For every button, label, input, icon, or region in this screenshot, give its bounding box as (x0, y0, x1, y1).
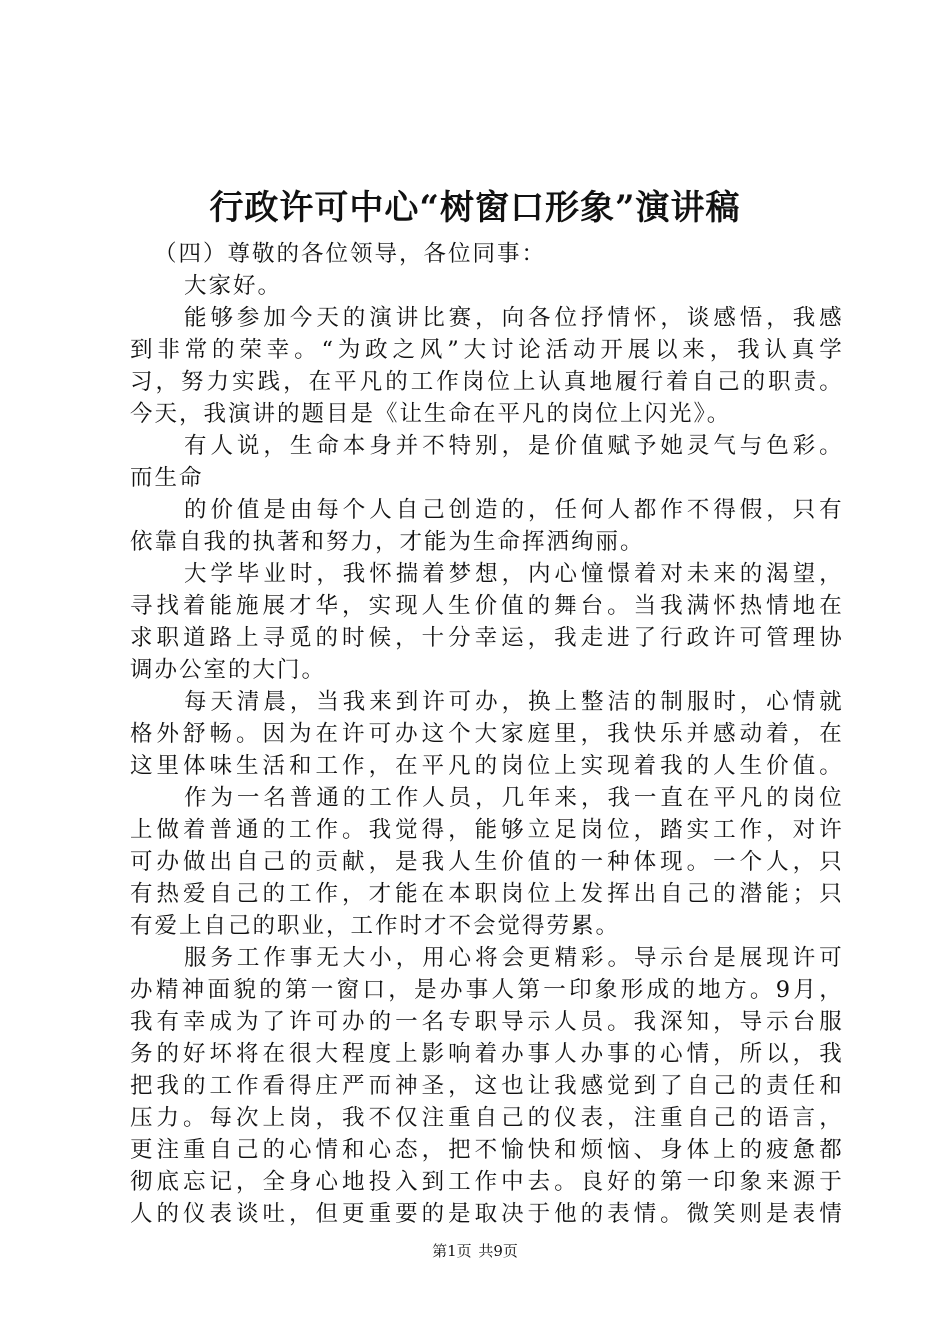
text-line: 把我的工作看得庄严而神圣，这也让我感觉到了自己的责任和 (130, 1073, 842, 1099)
text-line: 寻找着能施展才华，实现人生价值的舞台。当我满怀热情地在 (130, 593, 842, 619)
text-line: 有人说，生命本身并不特别，是价值赋予她灵气与色彩。 (184, 433, 842, 459)
text-line: 有热爱自己的工作，才能在本职岗位上发挥出自己的潜能；只 (130, 881, 842, 907)
text-line: 的价值是由每个人自己创造的，任何人都作不得假，只有 (184, 497, 842, 523)
text-line: 务的好坏将在很大程度上影响着办事人办事的心情，所以，我 (130, 1041, 842, 1067)
text-line: 作为一名普通的工作人员，几年来，我一直在平凡的岗位 (184, 785, 842, 811)
text-line: 办精神面貌的第一窗口，是办事人第一印象形成的地方。9月， (130, 977, 842, 1003)
text-line: 大家好。 (184, 273, 283, 299)
text-line: 到非常的荣幸。“为政之风”大讨论活动开展以来，我认真学 (130, 337, 842, 363)
text-line: 更注重自己的心情和心态，把不愉快和烦恼、身体上的疲惫都 (130, 1137, 842, 1163)
text-line: 大学毕业时，我怀揣着梦想，内心憧憬着对未来的渴望， (184, 561, 842, 587)
document-title: 行政许可中心“树窗口形象”演讲稿 (209, 188, 741, 228)
text-line: 人的仪表谈吐，但更重要的是取决于他的表情。微笑则是表情 (130, 1201, 842, 1227)
text-line: 依靠自我的执著和努力，才能为生命挥洒绚丽。 (130, 529, 645, 555)
text-line: 调办公室的大门。 (130, 657, 327, 683)
text-line: 服务工作事无大小，用心将会更精彩。导示台是展现许可 (184, 945, 842, 971)
text-line: 我有幸成为了许可办的一名专职导示人员。我深知，导示台服 (130, 1009, 842, 1035)
text-line: 格外舒畅。因为在许可办这个大家庭里，我快乐并感动着，在 (130, 721, 842, 747)
document-body (130, 238, 842, 1230)
text-line: 可办做出自己的贡献，是我人生价值的一种体现。一个人，只 (130, 849, 842, 875)
text-line: 求职道路上寻觅的时候，十分幸运，我走进了行政许可管理协 (130, 625, 842, 651)
page-total: 共9页 (478, 1242, 518, 1260)
page-footer (0, 1240, 950, 1262)
text-line: 习，努力实践，在平凡的工作岗位上认真地履行着自己的职责。 (130, 369, 842, 395)
page-number: 第1页 (432, 1242, 472, 1260)
text-line: 有爱上自己的职业，工作时才不会觉得劳累。 (130, 913, 621, 939)
text-line: 彻底忘记，全身心地投入到工作中去。良好的第一印象来源于 (130, 1169, 842, 1195)
text-line: 每天清晨，当我来到许可办，换上整洁的制服时，心情就 (184, 689, 842, 715)
text-line: 而生命 (130, 465, 204, 491)
text-line: 今天，我演讲的题目是《让生命在平凡的岗位上闪光》。 (130, 401, 732, 427)
text-line: 这里体味生活和工作，在平凡的岗位上实现着我的人生价值。 (130, 753, 842, 779)
text-line: 上做着普通的工作。我觉得，能够立足岗位，踏实工作，对许 (130, 817, 842, 843)
text-line: 压力。每次上岗，我不仅注重自己的仪表，注重自己的语言， (130, 1105, 842, 1131)
text-line: 能够参加今天的演讲比赛，向各位抒情怀，谈感悟，我感 (184, 305, 842, 331)
text-line: （四）尊敬的各位领导，各位同事： (154, 241, 547, 267)
